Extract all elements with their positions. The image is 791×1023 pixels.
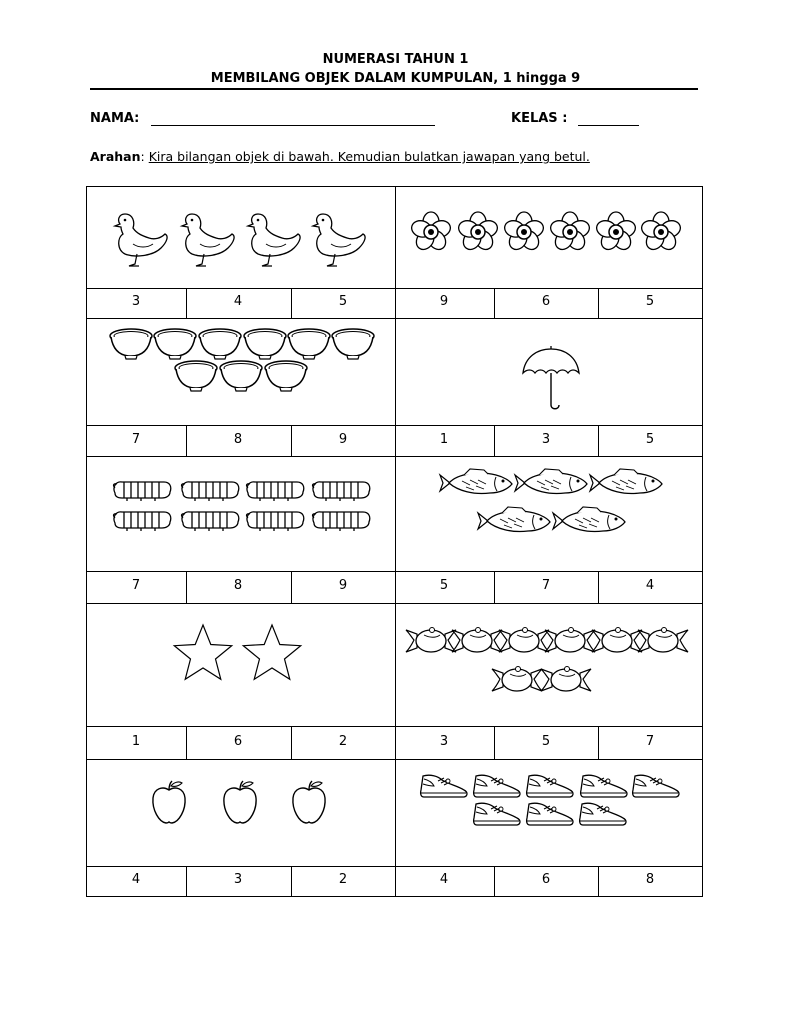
answer-choice[interactable]: 2: [338, 734, 348, 749]
grid-line: [186, 866, 187, 897]
shoe-icon: [474, 775, 520, 797]
header-divider: [90, 88, 698, 90]
fish-icon: [440, 469, 512, 494]
caterpillar-icon: [247, 512, 304, 531]
instruction-text: Kira bilangan objek di bawah. Kemudian bulatkan jawapan yang betul.: [148, 149, 590, 164]
bowl-icon: [244, 329, 286, 359]
flower-icon: [640, 212, 683, 253]
answer-choice[interactable]: 8: [233, 578, 243, 593]
umbrella-icon: [523, 346, 579, 409]
bowl-icon: [265, 361, 307, 391]
star-group: [86, 604, 395, 726]
candy-icon: [452, 628, 502, 653]
shoe-icon: [633, 775, 679, 797]
star-icon: [243, 625, 300, 679]
name-label: NAMA:: [90, 111, 140, 126]
grid-line: [598, 288, 599, 318]
grid-line: [291, 571, 292, 603]
answer-choice[interactable]: 5: [645, 432, 655, 447]
apple-icon: [293, 781, 325, 823]
candy-icon: [541, 667, 591, 692]
answer-choice[interactable]: 5: [541, 734, 551, 749]
grid-line: [598, 726, 599, 759]
candy-icon: [592, 628, 642, 653]
shoe-icon: [527, 803, 573, 825]
grid-line: [186, 571, 187, 603]
answer-choice[interactable]: 8: [645, 872, 655, 887]
bowl-icon: [288, 329, 330, 359]
grid-line: [494, 726, 495, 759]
grid-line: [186, 288, 187, 318]
answer-choice[interactable]: 3: [541, 432, 551, 447]
flower-icon: [457, 212, 500, 253]
grid-line: [494, 866, 495, 897]
apple-icon: [153, 781, 185, 823]
shoe-icon: [421, 775, 467, 797]
flower-icon: [595, 212, 638, 253]
fish-group: [396, 457, 704, 571]
answer-choice[interactable]: 6: [541, 872, 551, 887]
fish-icon: [590, 469, 662, 494]
caterpillar-icon: [182, 512, 239, 531]
grid-line: [598, 425, 599, 456]
flower-icon: [410, 212, 453, 253]
answer-choice[interactable]: 4: [439, 872, 449, 887]
bowl-icon: [332, 329, 374, 359]
grid-line: [186, 425, 187, 456]
flower-icon: [549, 212, 592, 253]
answer-choice[interactable]: 5: [439, 578, 449, 593]
grid-line: [291, 866, 292, 897]
grid-line: [494, 571, 495, 603]
answer-choice[interactable]: 4: [131, 872, 141, 887]
exercise-grid: [86, 186, 704, 898]
candy-group: [396, 604, 704, 726]
shoe-group: [396, 760, 704, 866]
answer-choice[interactable]: 9: [338, 578, 348, 593]
caterpillar-group: [86, 457, 395, 571]
answer-choice[interactable]: 8: [233, 432, 243, 447]
caterpillar-icon: [313, 512, 370, 531]
grid-line: [598, 866, 599, 897]
instruction: Arahan: Kira bilangan objek di bawah. Kemudian bulatkan jawapan yang betul.: [90, 149, 590, 164]
fish-icon: [478, 507, 550, 532]
answer-choice[interactable]: 5: [338, 294, 348, 309]
duck-icon: [313, 214, 365, 266]
answer-choice[interactable]: 6: [233, 734, 243, 749]
fish-icon: [515, 469, 587, 494]
apple-group: [86, 760, 395, 866]
candy-icon: [492, 667, 542, 692]
candy-icon: [499, 628, 549, 653]
bowl-icon: [110, 329, 152, 359]
star-icon: [174, 625, 231, 679]
bowl-group: [86, 319, 395, 425]
answer-choice[interactable]: 3: [233, 872, 243, 887]
answer-choice[interactable]: 7: [645, 734, 655, 749]
grid-line: [494, 288, 495, 318]
duck-icon: [248, 214, 300, 266]
grid-line: [291, 288, 292, 318]
name-blank[interactable]: [151, 125, 435, 126]
answer-choice[interactable]: 3: [131, 294, 141, 309]
instruction-label: Arahan: [90, 149, 141, 164]
caterpillar-icon: [247, 482, 304, 501]
grid-line: [186, 726, 187, 759]
caterpillar-icon: [114, 482, 171, 501]
shoe-icon: [474, 803, 520, 825]
answer-choice[interactable]: 5: [645, 294, 655, 309]
answer-choice[interactable]: 4: [233, 294, 243, 309]
shoe-icon: [581, 775, 627, 797]
grid-line: [598, 571, 599, 603]
duck-icon: [115, 214, 167, 266]
answer-choice[interactable]: 1: [131, 734, 141, 749]
umbrella-group: [396, 319, 704, 425]
answer-choice[interactable]: 3: [439, 734, 449, 749]
fish-icon: [553, 507, 625, 532]
answer-choice[interactable]: 6: [541, 294, 551, 309]
duck-group: [86, 186, 395, 288]
shoe-icon: [527, 775, 573, 797]
grid-line: [291, 726, 292, 759]
answer-choice[interactable]: 7: [541, 578, 551, 593]
flower-icon: [503, 212, 546, 253]
candy-icon: [545, 628, 595, 653]
caterpillar-icon: [313, 482, 370, 501]
caterpillar-icon: [182, 482, 239, 501]
shoe-icon: [580, 803, 626, 825]
grid-line: [291, 425, 292, 456]
bowl-icon: [154, 329, 196, 359]
answer-choice[interactable]: 7: [131, 432, 141, 447]
answer-choice[interactable]: 7: [131, 578, 141, 593]
class-label: KELAS :: [511, 111, 568, 126]
duck-icon: [182, 214, 234, 266]
apple-icon: [224, 781, 256, 823]
answer-choice[interactable]: 2: [338, 872, 348, 887]
worksheet-subtitle: MEMBILANG OBJEK DALAM KUMPULAN, 1 hingga 9: [210, 71, 581, 86]
candy-icon: [638, 628, 688, 653]
flower-group: [396, 186, 704, 288]
answer-choice[interactable]: 9: [439, 294, 449, 309]
candy-icon: [406, 628, 456, 653]
answer-choice[interactable]: 4: [645, 578, 655, 593]
class-blank[interactable]: [578, 125, 639, 126]
bowl-icon: [199, 329, 241, 359]
answer-choice[interactable]: 9: [338, 432, 348, 447]
answer-choice[interactable]: 1: [439, 432, 449, 447]
caterpillar-icon: [114, 512, 171, 531]
bowl-icon: [220, 361, 262, 391]
bowl-icon: [175, 361, 217, 391]
grid-line: [494, 425, 495, 456]
worksheet-title: NUMERASI TAHUN 1: [322, 52, 469, 67]
